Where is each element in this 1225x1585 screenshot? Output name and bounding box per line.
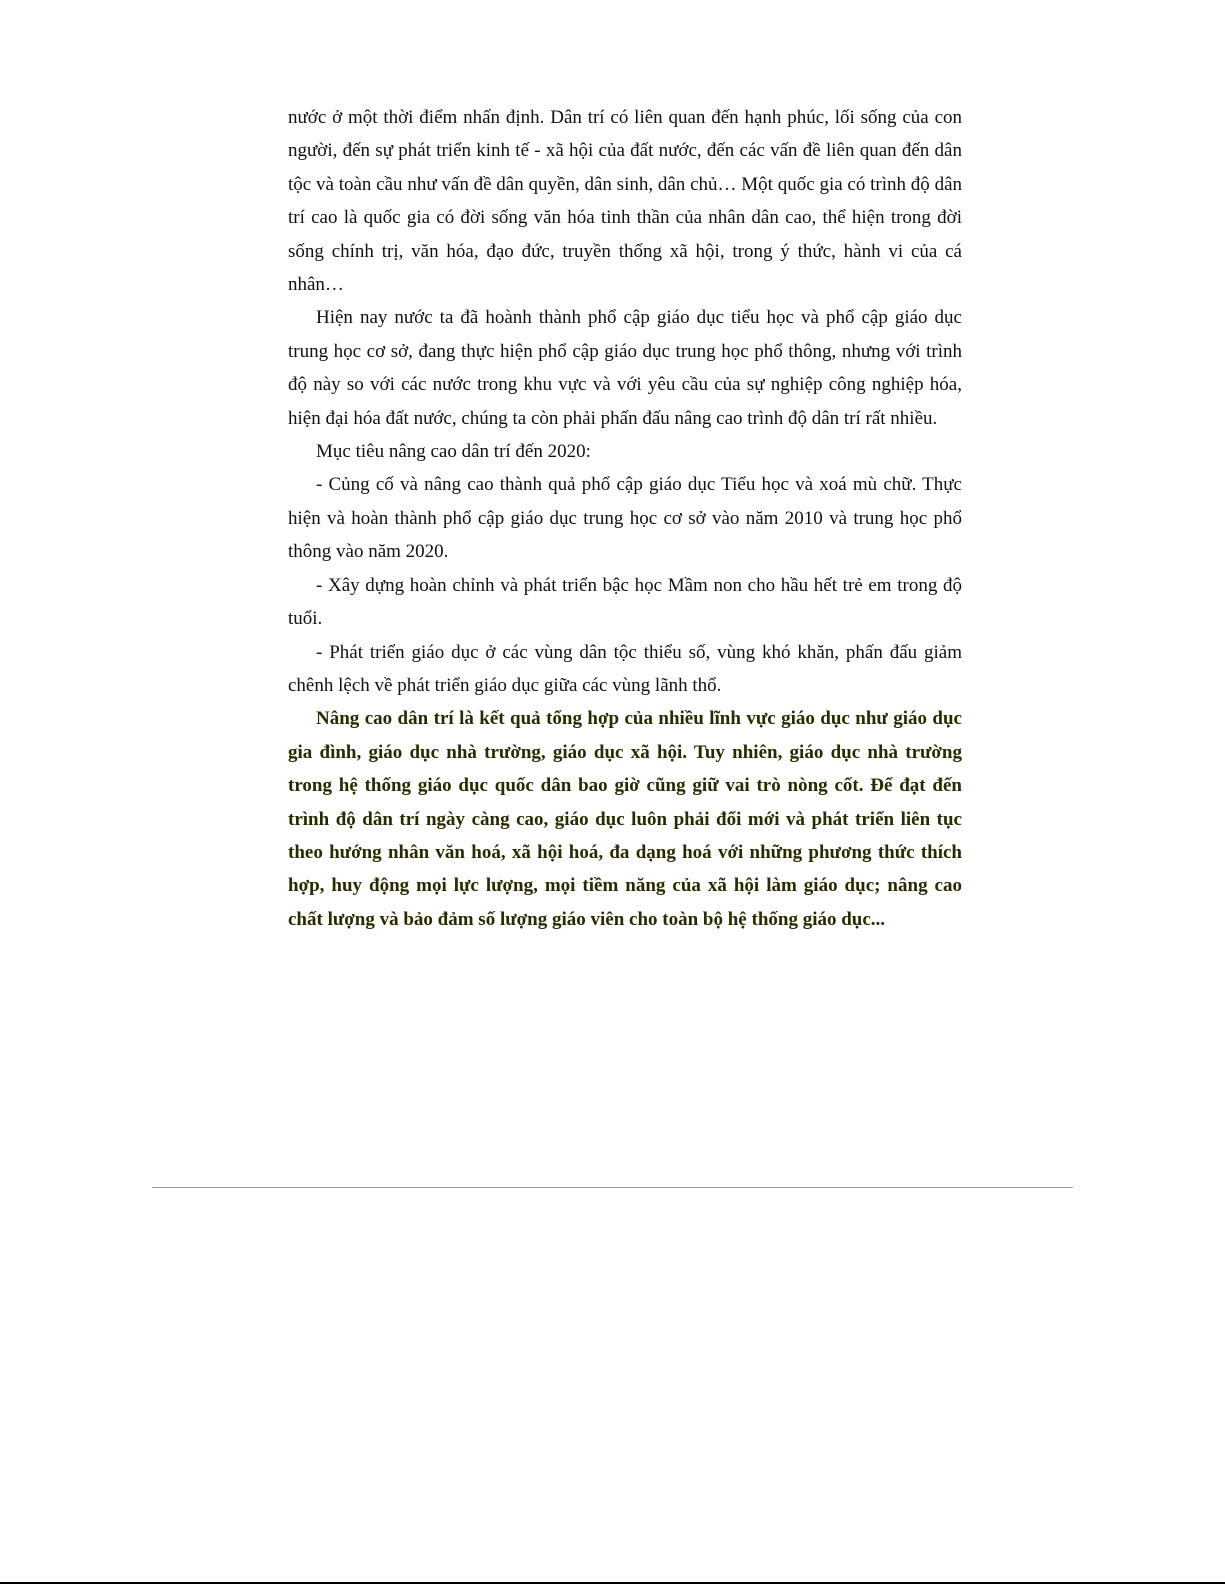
- document-body: [288, 101, 962, 936]
- paragraph-goal-preschool: - Xây dựng hoàn chỉnh và phát triển bậc học Mầm non cho hầu hết trẻ em trong độ tuổi.: [288, 574, 962, 630]
- paragraph-current-status: Hiện nay nước ta đã hoành thành phổ cập giáo dục tiểu học và phổ cập giáo dục trung học cơ sở, đang thực hiện phổ cập giáo dục trung học phổ thông, nhưng với trình độ này so với các nước trong khu vực và với yêu cầu của sự nghiệp công nghiệp hóa, hiện đại hóa đất nước, chúng ta còn phải phấn đấu nâng cao trình độ dân trí rất nhiều.: [288, 307, 962, 429]
- paragraph-goals-heading: Mục tiêu nâng cao dân trí đến 2020:: [316, 441, 591, 463]
- page-divider: [152, 1187, 1073, 1188]
- paragraph-continuation: nước ở một thời điểm nhấn định. Dân trí có liên quan đến hạnh phúc, lối sống của con người, đến sự phát triển kinh tế - xã hội của đất nước, đến các vấn đề liên quan đến dân tộc và toàn cầu như vấn đề dân quyền, dân sinh, dân chủ… Một quốc gia có trình độ dân trí cao là quốc gia có đời sống văn hóa tinh thần của nhân dân cao, thể hiện trong đời sống chính trị, văn hóa, đạo đức, truyền thống xã hội, trong ý thức, hành vi của cá nhân…: [288, 107, 962, 296]
- bottom-border: [0, 1582, 1225, 1584]
- paragraph-bold-conclusion: Nâng cao dân trí là kết quả tổng hợp của nhiều lĩnh vực giáo dục như giáo dục gia đình, giáo dục nhà trường, giáo dục xã hội. Tuy nhiên, giáo dục nhà trường trong hệ thống giáo dục quốc dân bao giờ cũng giữ vai trò nòng cốt. Để đạt đến trình độ dân trí ngày càng cao, giáo dục luôn phải đổi mới và phát triển liên tục theo hướng nhân văn hoá, xã hội hoá, đa dạng hoá với những phương thức thích hợp, huy động mọi lực lượng, mọi tiềm năng của xã hội làm giáo dục; nâng cao chất lượng và bảo đảm số lượng giáo viên cho toàn bộ hệ thống giáo dục...: [288, 708, 962, 930]
- paragraph-goal-ethnic-regions: - Phát triển giáo dục ở các vùng dân tộc thiểu số, vùng khó khăn, phấn đấu giảm chênh lệch về phát triển giáo dục giữa các vùng lãnh thổ.: [288, 641, 962, 696]
- paragraph-goal-primary-education: - Củng cố và nâng cao thành quả phổ cập giáo dục Tiểu học và xoá mù chữ. Thực hiện và hoàn thành phổ cập giáo dục trung học cơ sở vào năm 2010 và trung học phổ thông vào năm 2020.: [288, 474, 962, 563]
